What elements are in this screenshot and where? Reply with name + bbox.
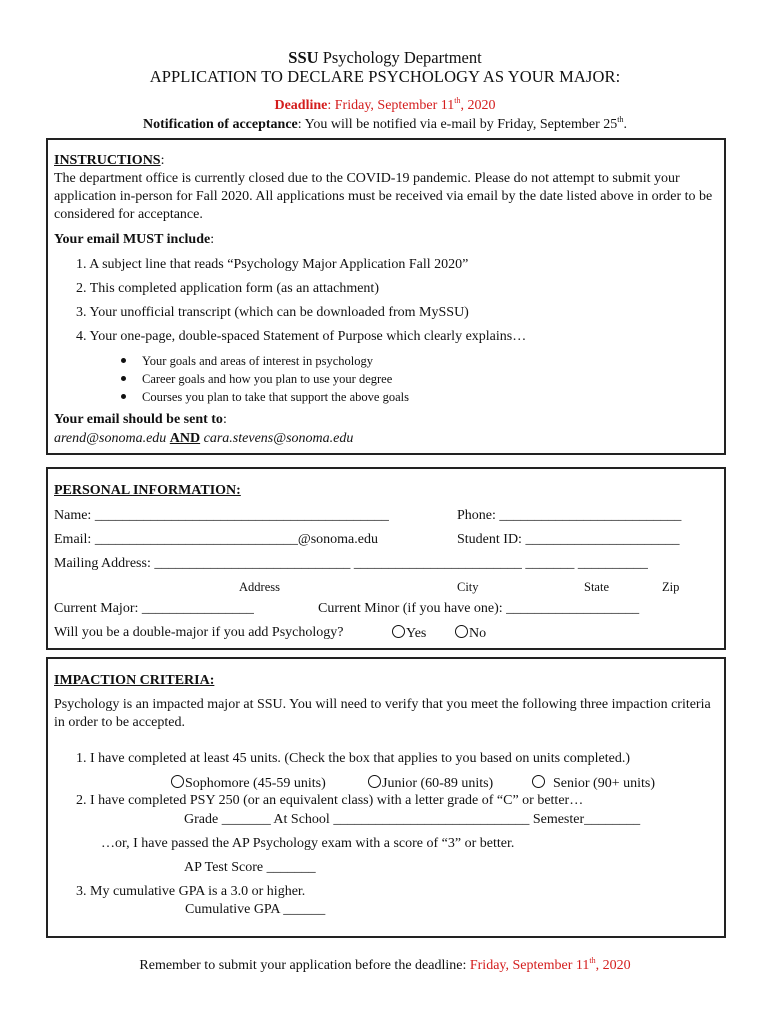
bullet-item: Your goals and areas of interest in psychology bbox=[121, 353, 373, 369]
impaction-body: Psychology is an impacted major at SSU. You will need to verify that you meet the following three impaction criteria in order to be accepted. bbox=[54, 697, 711, 730]
gpa-field[interactable]: Cumulative GPA ______ bbox=[185, 902, 326, 917]
bullet-icon bbox=[121, 358, 126, 363]
notification-line: Notification of acceptance: You will be notified via e-mail by Friday, September 25th. bbox=[143, 115, 627, 132]
current-minor-field[interactable]: Current Minor (if you have one): ___________________ bbox=[318, 601, 640, 616]
instructions-heading: INSTRUCTIONS: bbox=[54, 153, 165, 168]
personal-info-heading: PERSONAL INFORMATION: bbox=[54, 483, 241, 498]
mailing-address-field[interactable]: Mailing Address: ____________________________ ________________________ _______ __________ bbox=[54, 556, 648, 571]
department-title: SSU Psychology Department bbox=[288, 48, 482, 67]
radio-icon[interactable] bbox=[368, 775, 381, 788]
list-item: 3. Your unofficial transcript (which can be downloaded from MySSU) bbox=[76, 305, 469, 320]
send-to-label: Your email should be sent to: bbox=[54, 412, 227, 427]
list-item: 2. This completed application form (as an attachment) bbox=[76, 281, 379, 296]
radio-icon[interactable] bbox=[392, 625, 405, 638]
instructions-section bbox=[46, 138, 726, 455]
name-field[interactable]: Name: __________________________________________ bbox=[54, 508, 389, 523]
double-major-no[interactable]: No bbox=[455, 625, 486, 642]
double-major-yes[interactable]: Yes bbox=[392, 625, 426, 642]
page-title: APPLICATION TO DECLARE PSYCHOLOGY AS YOUR MAJOR: bbox=[149, 67, 621, 86]
double-major-question: Will you be a double-major if you add Psychology? bbox=[54, 625, 344, 640]
ap-score-field[interactable]: AP Test Score _______ bbox=[184, 860, 316, 875]
impaction-heading: IMPACTION CRITERIA: bbox=[54, 673, 215, 688]
bullet-item: Courses you plan to take that support the above goals bbox=[121, 389, 409, 405]
footer-reminder: Remember to submit your application before the deadline: Friday, September 11th, 2020 bbox=[139, 956, 631, 973]
radio-icon[interactable] bbox=[455, 625, 468, 638]
phone-field[interactable]: Phone: __________________________ bbox=[457, 508, 682, 523]
city-caption: City bbox=[457, 580, 479, 594]
impaction-section bbox=[46, 657, 726, 938]
personal-info-section bbox=[46, 467, 726, 650]
email-field[interactable]: Email: _____________________________@sonoma.edu bbox=[54, 532, 378, 547]
email-arend[interactable]: arend@sonoma.edu bbox=[54, 431, 170, 446]
list-item: 4. Your one-page, double-spaced Statement of Purpose which clearly explains… bbox=[76, 329, 527, 344]
grade-school-semester-fields[interactable]: Grade _______ At School ____________________________ Semester________ bbox=[184, 812, 641, 827]
radio-icon[interactable] bbox=[171, 775, 184, 788]
bullet-item: Career goals and how you plan to use your degree bbox=[121, 371, 392, 387]
bullet-icon bbox=[121, 394, 126, 399]
current-major-field[interactable]: Current Major: ________________ bbox=[54, 601, 254, 616]
ap-alternative: …or, I have passed the AP Psychology exam with a score of “3” or better. bbox=[101, 836, 515, 851]
deadline-line: Deadline: Friday, September 11th, 2020 bbox=[274, 96, 496, 113]
address-caption: Address bbox=[239, 580, 280, 594]
option-senior[interactable]: Senior (90+ units) bbox=[532, 775, 655, 792]
zip-caption: Zip bbox=[662, 580, 680, 594]
must-include-label: Your email MUST include: bbox=[54, 232, 215, 247]
email-cara[interactable]: cara.stevens@sonoma.edu bbox=[200, 431, 354, 446]
student-id-field[interactable]: Student ID: ______________________ bbox=[457, 532, 680, 547]
state-caption: State bbox=[584, 580, 609, 594]
list-item: 1. A subject line that reads “Psychology Major Application Fall 2020” bbox=[76, 257, 469, 272]
criterion-units: 1. I have completed at least 45 units. (Check the box that applies to you based on units completed.) bbox=[76, 751, 631, 766]
option-junior[interactable]: Junior (60-89 units) bbox=[368, 775, 493, 792]
instructions-body: The department office is currently closed due to the COVID-19 pandemic. Please do not attempt to submit your application in-person for Fall 2020. All applications must be received via email by the date listed above in order to be considered for acceptance. bbox=[54, 171, 713, 222]
criterion-gpa: 3. My cumulative GPA is a 3.0 or higher. bbox=[76, 884, 306, 899]
bullet-icon bbox=[121, 376, 126, 381]
option-sophomore[interactable]: Sophomore (45-59 units) bbox=[171, 775, 326, 792]
send-to-emails: arend@sonoma.edu AND cara.stevens@sonoma.edu bbox=[54, 431, 354, 446]
radio-icon[interactable] bbox=[532, 775, 545, 788]
criterion-psy250: 2. I have completed PSY 250 (or an equivalent class) with a letter grade of “C” or better… bbox=[76, 793, 584, 808]
